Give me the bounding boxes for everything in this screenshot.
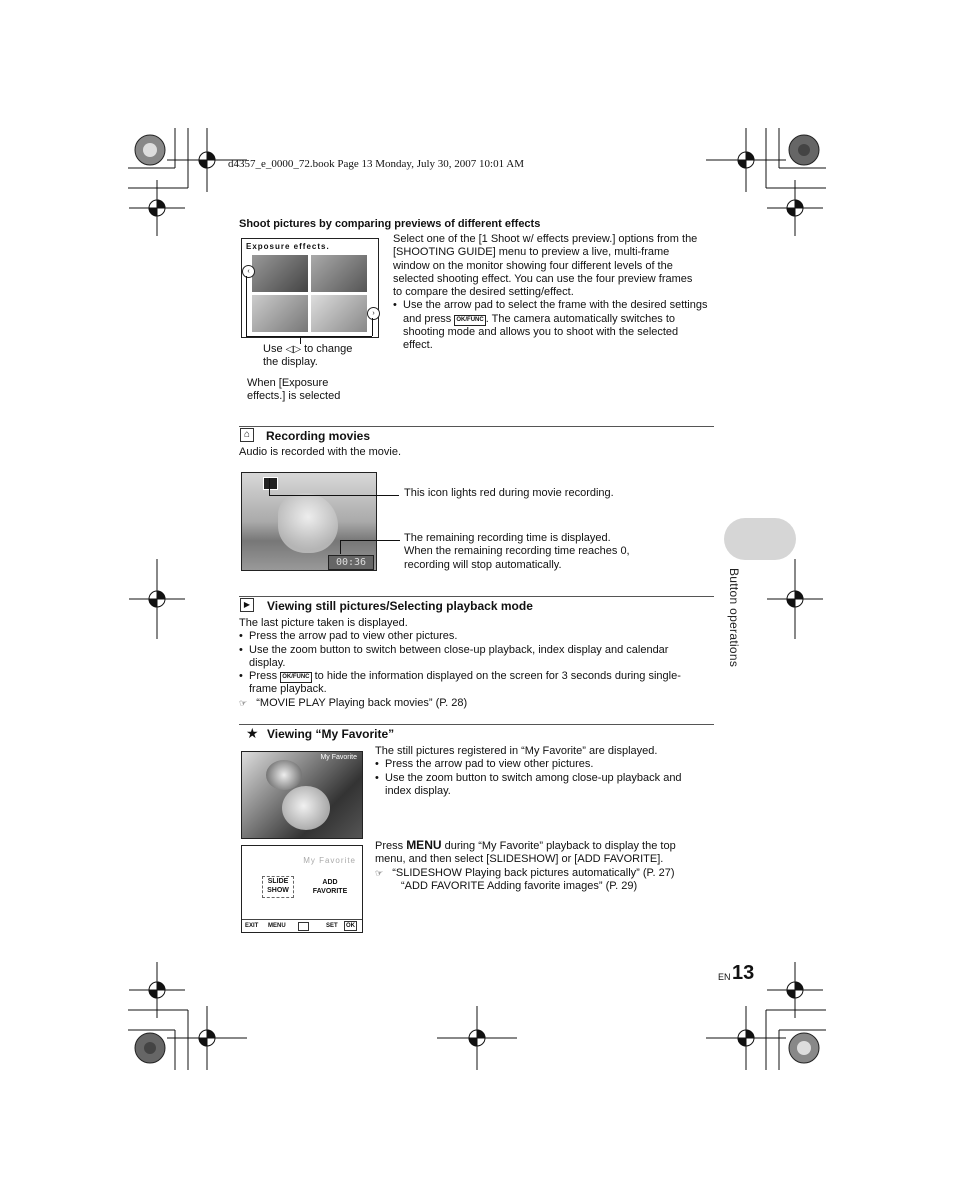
section-playback (239, 596, 714, 613)
side-tab (724, 518, 796, 560)
add-favorite-option[interactable]: ADD FAVORITE (312, 879, 348, 895)
effects-heading: Shoot pictures by comparing previews of different effects (239, 218, 541, 230)
movie-camera-icon: ⌂ (240, 428, 254, 442)
movies-intro: Audio is recorded with the movie. (239, 446, 402, 458)
favorite-photo-screen (241, 751, 363, 839)
side-tab-label: Button operations (727, 568, 741, 668)
movie-record-icon (263, 477, 278, 490)
photo-face (282, 786, 330, 830)
photo-dog (266, 760, 302, 790)
favorite-menu-screen (241, 845, 363, 933)
file-header: d4357_e_0000_72.book Page 13 Monday, July 30, 2007 10:01 AM (228, 158, 524, 170)
grid-icon (298, 922, 309, 931)
page-number: 13 (732, 962, 755, 984)
play-icon: ▶ (240, 598, 254, 612)
preview-frame-2 (311, 255, 367, 292)
screen-title: Exposure effects. (246, 242, 330, 251)
set-label: SET (326, 923, 338, 929)
ok-label: OK (346, 923, 355, 929)
slideshow-option[interactable]: SLIDE SHOW (262, 876, 294, 898)
recording-movies-title: Recording movies (266, 429, 371, 443)
playback-title: Viewing still pictures/Selecting playback mode (267, 599, 533, 613)
remaining-time: 00:36 (328, 555, 374, 570)
effects-bullet: • Use the arrow pad to select the frame with the desired settings and press OK/FUNC . The camera automatically switches to shooting mode and allows you to shoot with the selected effect. (393, 299, 718, 352)
reference-icon: ☞ (239, 697, 248, 708)
favorite-body: The still pictures registered in “My Favorite” are displayed. • Press the arrow pad to view other pictures. • Use the zoom button to switch among close-up playback and index display. (375, 745, 715, 798)
favorite-title: Viewing “My Favorite” (267, 727, 395, 741)
preview-frame-1 (252, 255, 308, 292)
preview-frame-4 (311, 295, 367, 332)
arrow-left-icon: ‹ (242, 265, 255, 278)
menu-key-label: MENU (268, 923, 286, 929)
my-favorite-tag: My Favorite (320, 754, 357, 761)
playback-body: The last picture taken is displayed. • Press the arrow pad to view other pictures. • Use the zoom button to switch between close-up playback, index display and calendar display. • Press OK/FUNC to hide the information displayed on the screen for 3 seconds during single- frame playback. ☞ “MOVIE PLAY Playing back movies” (P. 28) (239, 617, 709, 710)
ok-func-icon: OK/FUNC (280, 672, 311, 683)
movie-screen (241, 472, 377, 571)
left-right-arrow-icon: ◁▷ (285, 344, 302, 355)
section-favorite (239, 724, 714, 741)
footer-lang: EN (718, 972, 731, 982)
star-icon: ★ (246, 725, 259, 741)
ok-func-icon: OK/FUNC (454, 315, 485, 326)
when-caption: When [Exposure effects.] is selected (247, 377, 341, 403)
movie-callout-2: The remaining recording time is displayed. When the remaining recording time reaches 0, recording will stop automatically. (404, 532, 630, 571)
section-recording-movies (239, 426, 714, 443)
exposure-effects-screen (241, 238, 379, 338)
gull-shape (278, 493, 338, 553)
exit-label: EXIT (245, 923, 259, 929)
arrow-right-icon: › (367, 307, 380, 320)
menu-title: My Favorite (303, 856, 356, 865)
effects-paragraph: Select one of the [1 Shoot w/ effects preview.] options from the [SHOOTING GUIDE] menu to preview a live, multi-frame window on the monitor showing four different levels of the selected shooting effect. You can use the four preview frames to compare the desired setting/effect. • Use the arrow pad to select the frame with the desired settings and press OK/FUNC . The camera automatically switches to shooting mode and allows you to shoot with the selected effect. (393, 233, 718, 353)
preview-frame-3 (252, 295, 308, 332)
movie-callout-1: This icon lights red during movie recording. (404, 487, 614, 499)
reference-icon: ☞ (375, 867, 384, 878)
menu-footer-bar (242, 919, 362, 932)
use-caption: Use ◁▷ to change the display. (263, 343, 353, 369)
favorite-menu-body: Press MENU during “My Favorite” playback to display the top menu, and then select [SLIDESHOW] or [ADD FAVORITE]. ☞ “SLIDESHOW Playing back pictures automatically” (P. 27) “ADD FAVORITE Adding favorite images” (P. 29) (375, 838, 676, 892)
